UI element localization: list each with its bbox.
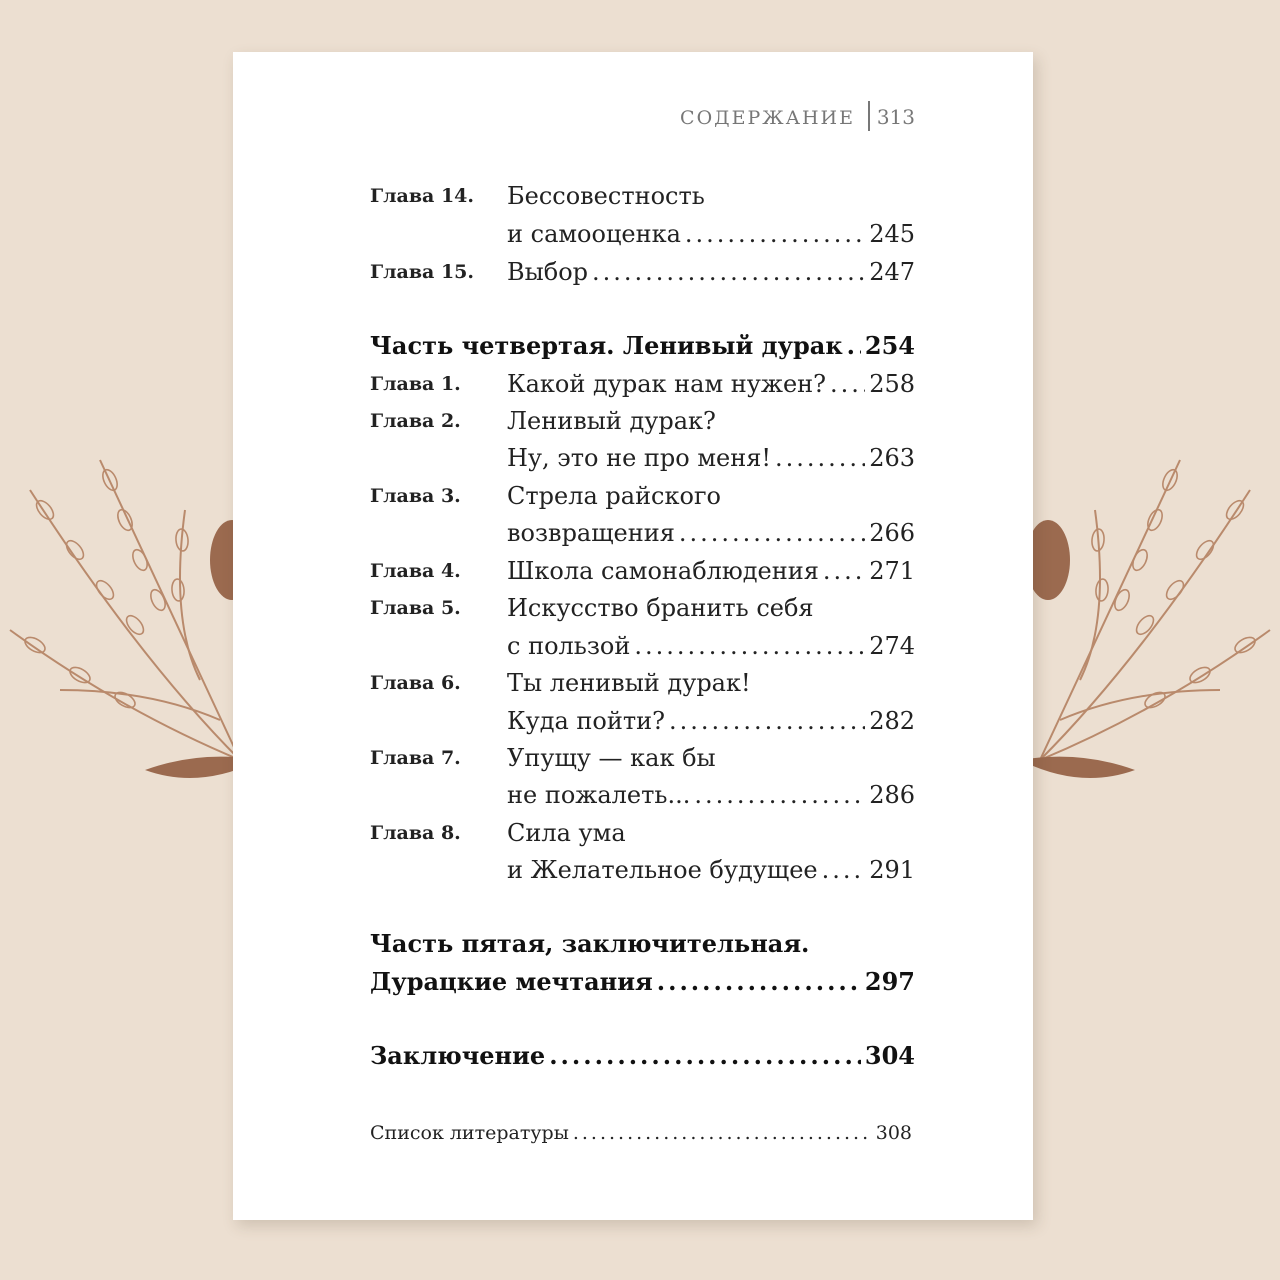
chapter-title: с пользой xyxy=(507,632,631,660)
toc-entry xyxy=(507,476,915,512)
toc-entry xyxy=(507,176,915,212)
leader-dots xyxy=(822,854,866,886)
chapter-title: Стрела райского xyxy=(507,482,721,510)
chapter-title: и Желательное будущее xyxy=(507,856,818,884)
page-ref: 291 xyxy=(869,856,915,884)
page-ref: 271 xyxy=(869,557,915,585)
toc-entry xyxy=(507,401,915,437)
toc-entry xyxy=(507,850,915,886)
leader-dots xyxy=(634,630,865,662)
chapter-label: Глава 2. xyxy=(370,410,461,432)
chapter-label: Глава 7. xyxy=(370,747,461,769)
leader-dots xyxy=(830,368,865,400)
chapter-label: Глава 15. xyxy=(370,261,475,283)
chapter-label: Глава 8. xyxy=(370,822,461,844)
leader-dots xyxy=(685,218,865,250)
chapter-title: Какой дурак нам нужен? xyxy=(507,370,827,398)
leader-dots xyxy=(573,1117,872,1149)
part-title: Часть четвертая. Ленивый дурак xyxy=(370,331,843,360)
toc-entry xyxy=(507,364,915,400)
page-ref: 247 xyxy=(869,258,915,286)
chapter-label: Глава 14. xyxy=(370,185,475,207)
toc-entry xyxy=(507,588,915,624)
toc-entry xyxy=(507,813,915,849)
leader-dots xyxy=(694,779,865,811)
conclusion-title: Заключение xyxy=(370,1041,546,1070)
leader-dots xyxy=(823,555,865,587)
part-title: Часть пятая, заключительная. xyxy=(370,929,810,958)
toc-entry xyxy=(507,513,915,549)
page-ref: 286 xyxy=(869,781,915,809)
page-ref: 274 xyxy=(869,632,915,660)
leader-dots xyxy=(549,1040,861,1072)
leader-dots xyxy=(679,517,865,549)
page-ref: 308 xyxy=(875,1122,912,1144)
toc-entry xyxy=(507,626,915,662)
page-ref: 254 xyxy=(864,331,915,360)
chapter-title: возвращения xyxy=(507,519,675,547)
part-entry xyxy=(370,326,915,362)
toc-entry xyxy=(507,438,915,474)
chapter-title: и самооценка xyxy=(507,220,681,248)
chapter-title: Ты ленивый дурак! xyxy=(507,669,751,697)
page-ref: 258 xyxy=(869,370,915,398)
page-ref: 304 xyxy=(864,1041,915,1070)
toc-entry xyxy=(507,252,915,288)
toc-entry xyxy=(507,738,915,774)
chapter-title: Школа самонаблюдения xyxy=(507,557,819,585)
bibliography-title: Список литературы xyxy=(370,1122,569,1144)
leader-dots xyxy=(657,966,861,998)
chapter-label: Глава 6. xyxy=(370,672,461,694)
leader-dots xyxy=(669,705,865,737)
part-entry xyxy=(370,924,915,960)
chapter-title: Выбор xyxy=(507,258,588,286)
page-ref: 282 xyxy=(869,707,915,735)
toc-entry xyxy=(507,551,915,587)
part-title: Дурацкие мечтания xyxy=(370,967,653,996)
chapter-title: Искусство бранить себя xyxy=(507,594,814,622)
leader-dots xyxy=(592,256,865,288)
leader-dots xyxy=(775,442,865,474)
chapter-label: Глава 4. xyxy=(370,560,461,582)
page-ref: 263 xyxy=(869,444,915,472)
chapter-title: Ленивый дурак? xyxy=(507,407,716,435)
conclusion-entry xyxy=(370,1036,915,1072)
page-number: 313 xyxy=(876,105,915,129)
chapter-title: не пожалеть... xyxy=(507,781,691,809)
chapter-label: Глава 3. xyxy=(370,485,461,507)
page-ref: 266 xyxy=(869,519,915,547)
toc-entry xyxy=(507,775,915,811)
toc-entry xyxy=(507,701,915,737)
chapter-label: Глава 1. xyxy=(370,373,461,395)
chapter-title: Сила ума xyxy=(507,819,626,847)
page-ref: 297 xyxy=(864,967,915,996)
running-head-title: СОДЕРЖАНИЕ xyxy=(680,107,855,129)
chapter-title: Бессовестность xyxy=(507,182,705,210)
chapter-label: Глава 5. xyxy=(370,597,461,619)
page-ref: 245 xyxy=(869,220,915,248)
bibliography-entry xyxy=(370,1113,912,1149)
chapter-title: Упущу — как бы xyxy=(507,744,716,772)
chapter-title: Ну, это не про меня! xyxy=(507,444,772,472)
leader-dots xyxy=(847,330,861,362)
toc-entry xyxy=(507,214,915,250)
part-entry xyxy=(370,962,915,998)
toc-entry xyxy=(507,663,915,699)
chapter-title: Куда пойти? xyxy=(507,707,665,735)
